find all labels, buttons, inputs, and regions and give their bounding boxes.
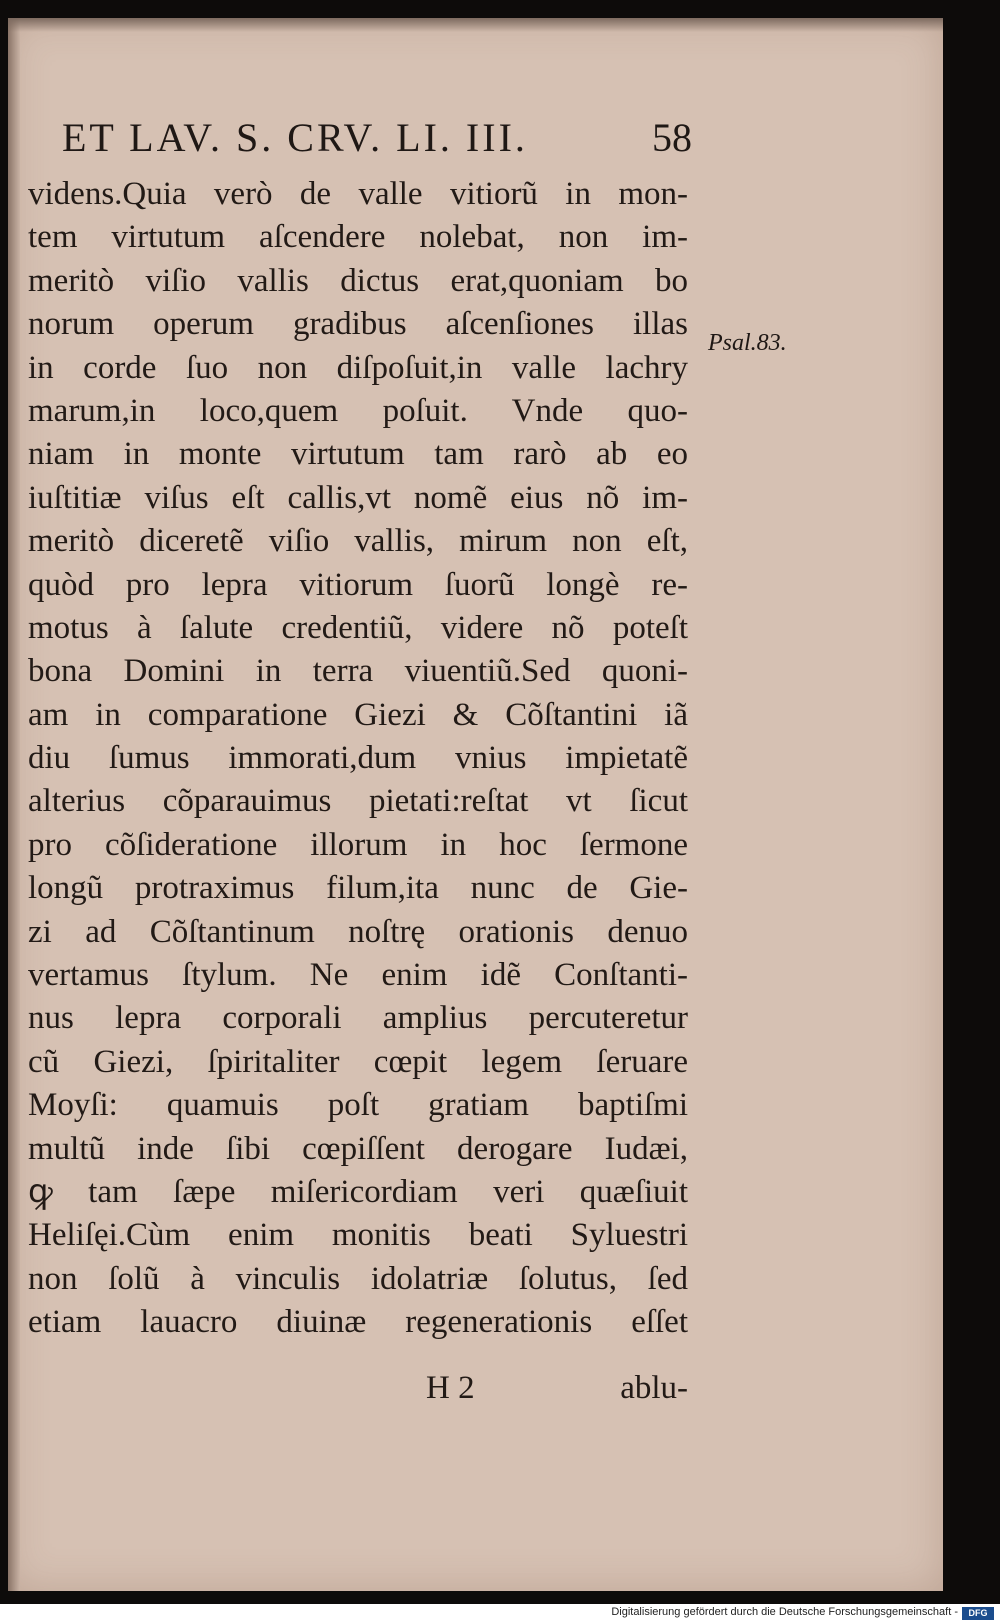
text-line: longũ protraximus filum,ita nunc de Gie- — [28, 870, 688, 907]
text-line: non ſolũ à vinculis idolatriæ ſolutus, ſed — [28, 1260, 688, 1297]
text-line: quòd pro lepra vitiorum ſuorũ longè re- — [28, 566, 688, 603]
text-line: marum,in loco,quem poſuit. Vnde quo- — [28, 392, 688, 429]
credit-text: Digitalisierung gefördert durch die Deutsche Forschungsgemeinschaft - — [611, 1606, 958, 1618]
text-line: motus à ſalute credentiũ, videre nõ poteſt — [28, 609, 688, 646]
text-line: meritò diceretẽ viſio vallis, mirum non eſt, — [28, 523, 688, 560]
text-line: Heliſęi.Cùm enim monitis beati Syluestri — [28, 1217, 688, 1254]
signature-mark: H 2 — [426, 1370, 475, 1406]
text-line: nus lepra corporali amplius percuteretur — [28, 1000, 688, 1037]
page-gutter-shadow — [8, 18, 20, 1591]
text-line: videns.Quia verò de valle vitiorũ in mon- — [28, 176, 688, 212]
text-line: meritò viſio vallis dictus erat,quoniam bo — [28, 262, 688, 299]
text-line: iuſtitiæ viſus eſt callis,vt nomẽ eius nõ im- — [28, 479, 688, 516]
catchword: ablu- — [620, 1370, 688, 1406]
running-header — [52, 114, 692, 174]
text-line: Moyſi: quamuis poſt gratiam baptiſmi — [28, 1087, 688, 1124]
text-line: am in comparatione Giezi & Cõſtantini iã — [28, 696, 688, 733]
book-page — [8, 18, 943, 1591]
digitization-credit-bar — [0, 1604, 1000, 1623]
text-line: alterius cõparauimus pietati:reſtat vt ſicut — [28, 783, 688, 820]
text-line: tem virtutum aſcendere nolebat, non im- — [28, 219, 688, 256]
text-line: ꝙ tam ſæpe miſericordiam veri quæſiuit — [28, 1173, 688, 1210]
text-line: pro cõſideratione illorum in hoc ſermone — [28, 826, 688, 863]
text-line: diu ſumus immorati,dum vnius impietatẽ — [28, 740, 688, 777]
margin-note: Psal.83. — [708, 330, 787, 356]
page-top-shadow — [8, 18, 943, 32]
page-number: 58 — [652, 115, 692, 160]
text-line: norum operum gradibus aſcenſiones illas — [28, 306, 688, 343]
page-footer — [28, 1370, 688, 1420]
text-line: multũ inde ſibi cœpiſſent derogare Iudæi, — [28, 1130, 688, 1167]
text-line: in corde ſuo non diſpoſuit,in valle lachry — [28, 349, 688, 386]
text-line: vertamus ſtylum. Ne enim idẽ Conſtanti- — [28, 957, 688, 994]
text-line: niam in monte virtutum tam rarò ab eo — [28, 436, 688, 473]
text-line: etiam lauacro diuinæ regenerationis eſſet — [28, 1304, 688, 1341]
text-line: cũ Giezi, ſpiritaliter cœpit legem ſeruare — [28, 1043, 688, 1080]
text-line: zi ad Cõſtantinum noſtrę orationis denuo — [28, 913, 688, 950]
body-text — [28, 173, 688, 1345]
dfg-logo: DFG — [962, 1607, 994, 1620]
running-title: ET LAV. S. CRV. LI. III. — [62, 115, 528, 160]
text-line: bona Domini in terra viuentiũ.Sed quoni- — [28, 653, 688, 690]
